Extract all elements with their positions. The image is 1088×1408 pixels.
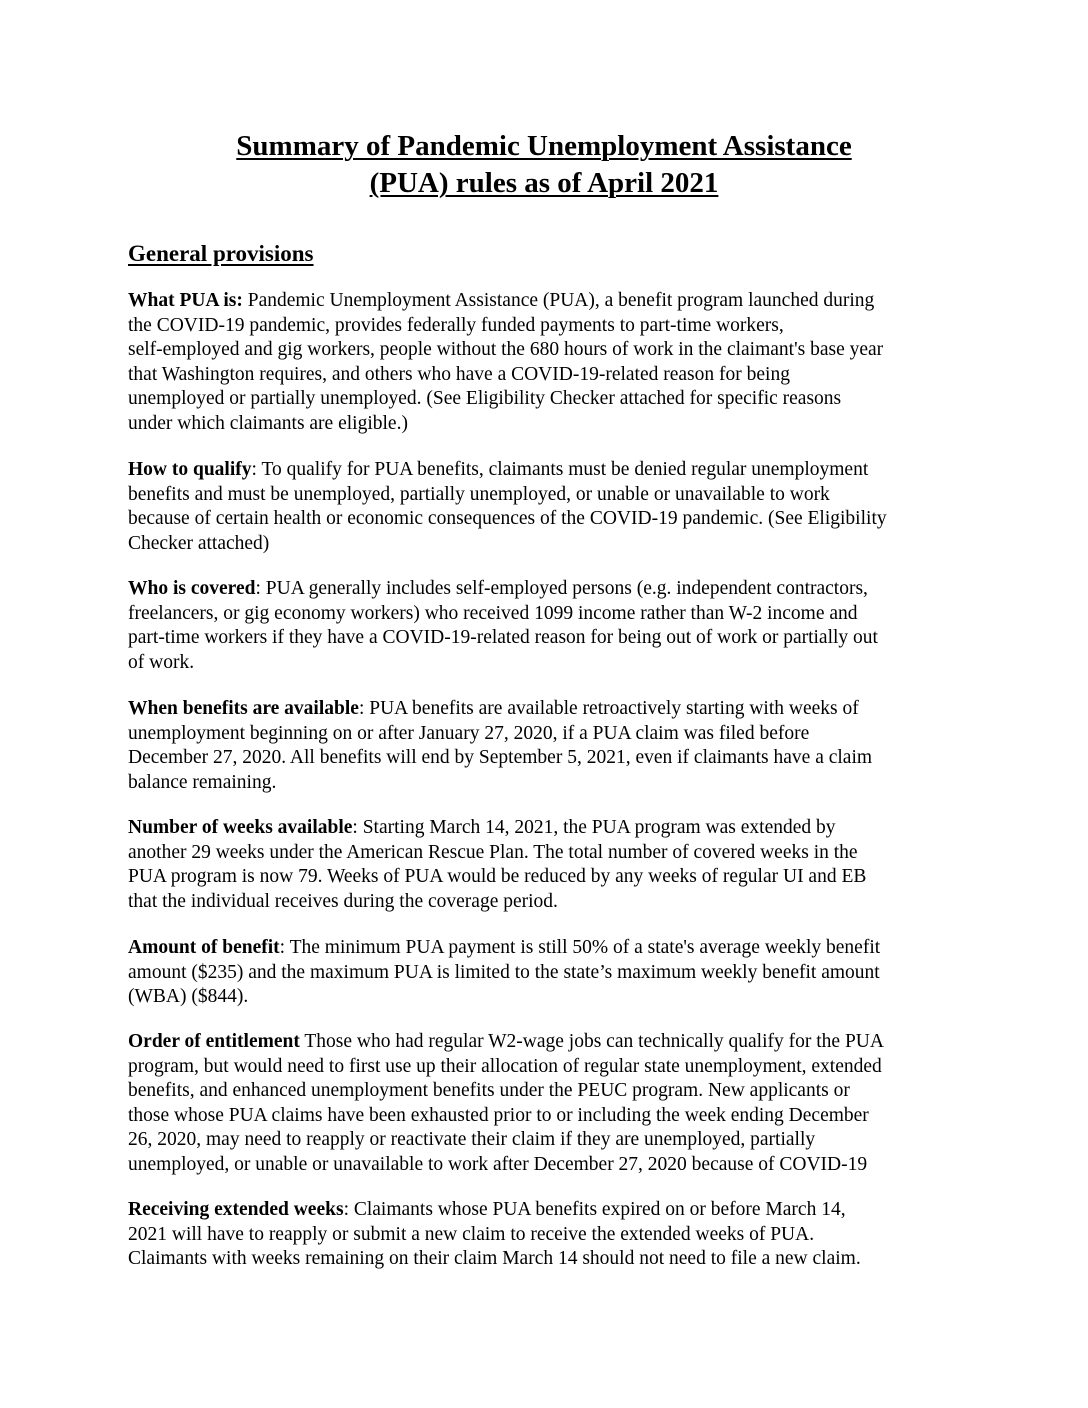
paragraph-line: unemployed or partially unemployed. (See Eligibility Checker attached for specific reasons (128, 388, 842, 409)
paragraph-line: freelancers, or gig economy workers) who received 1099 income rather than W-2 income and (128, 602, 858, 624)
paragraph-amount-of-benefit (128, 936, 968, 1010)
paragraph-text: : The minimum PUA payment is still 50% of a state's average weekly benefit (279, 937, 881, 958)
paragraph-label: Receiving extended weeks (128, 1199, 344, 1220)
paragraph-line: Claimants with weeks remaining on their claim March 14 should not need to file a new claim. (128, 1248, 861, 1269)
paragraph-label: Amount of benefit (128, 937, 280, 958)
paragraph-line (128, 816, 968, 841)
paragraph-line: those whose PUA claims have been exhausted prior to or including the week ending December (128, 1104, 869, 1126)
paragraph-label: How to qualify (128, 459, 252, 480)
paragraph-line (128, 577, 968, 602)
paragraph-label: Number of weeks available (128, 817, 353, 838)
section-heading: General provisions (128, 241, 314, 266)
paragraph-line: under which claimants are eligible.) (128, 412, 408, 434)
paragraph-line: unemployment beginning on or after January 27, 2020, if a PUA claim was filed before (128, 722, 810, 744)
paragraph-label: What PUA is: (128, 290, 243, 311)
paragraph-line: unemployed, or unable or unavailable to work after December 27, 2020 because of COVID-19 (128, 1153, 868, 1175)
title-line-1: Summary of Pandemic Unemployment Assistance (236, 130, 852, 162)
paragraph-text: Those who had regular W2-wage jobs can technically qualify for the PUA (299, 1031, 884, 1052)
paragraph-line: Checker attached) (128, 532, 270, 554)
title-line-2: (PUA) rules as of April 2021 (369, 167, 719, 199)
paragraph-text: Pandemic Unemployment Assistance (PUA), a benefit program launched during (242, 290, 875, 311)
paragraph-who-is-covered (128, 577, 968, 675)
paragraph-text: : Claimants whose PUA benefits expired on or before March 14, (343, 1199, 846, 1220)
paragraph-line: program, but would need to first use up their allocation of regular state unemployment, extended (128, 1055, 882, 1077)
paragraph-line (128, 289, 968, 314)
paragraph-line: 2021 will have to reapply or submit a new claim to receive the extended weeks of PUA. (128, 1223, 815, 1245)
paragraph-line: part-time workers if they have a COVID-19-related reason for being out of work or partially out (128, 627, 878, 648)
paragraph-text: : Starting March 14, 2021, the PUA program was extended by (352, 817, 836, 838)
paragraph-line: balance remaining. (128, 771, 277, 793)
paragraph-what-pua-is (128, 289, 968, 436)
paragraph-when-benefits-available (128, 697, 968, 795)
paragraph-line: of work. (128, 651, 195, 673)
paragraph-line: benefits, and enhanced unemployment benefits under the PEUC program. New applicants or (128, 1080, 850, 1101)
paragraph-order-of-entitlement (128, 1030, 968, 1177)
paragraph-line: December 27, 2020. All benefits will end by September 5, 2021, even if claimants have a claim (128, 747, 873, 768)
paragraph-text: : To qualify for PUA benefits, claimants must be denied regular unemployment (251, 459, 869, 480)
paragraph-line (128, 1030, 968, 1055)
paragraph-line: because of certain health or economic consequences of the COVID-19 pandemic. (See Eligibility (128, 508, 887, 529)
document-title (0, 128, 1088, 202)
paragraph-line: (WBA) ($844). (128, 986, 249, 1007)
paragraph-line (128, 936, 968, 961)
paragraph-line: benefits and must be unemployed, partially unemployed, or unable or unavailable to work (128, 483, 830, 505)
paragraph-line: PUA program is now 79. Weeks of PUA would be reduced by any weeks of regular UI and EB (128, 866, 867, 887)
paragraph-line (128, 697, 968, 722)
paragraph-line (128, 458, 968, 483)
paragraph-line: 26, 2020, may need to reapply or reactivate their claim if they are unemployed, partially (128, 1129, 816, 1150)
paragraph-receiving-extended-weeks (128, 1198, 968, 1272)
paragraph-line: the COVID-19 pandemic, provides federally funded payments to part-time workers, (128, 314, 784, 336)
paragraph-text: : PUA benefits are available retroactively starting with weeks of (358, 698, 859, 719)
paragraph-line: that the individual receives during the coverage period. (128, 890, 558, 912)
paragraph-line (128, 1198, 968, 1223)
paragraph-line: another 29 weeks under the American Rescue Plan. The total number of covered weeks in the (128, 841, 858, 863)
paragraph-label: Who is covered (128, 578, 256, 599)
paragraph-line: self-employed and gig workers, people without the 680 hours of work in the claimant's base year (128, 339, 884, 360)
paragraph-label: When benefits are available (128, 698, 359, 719)
paragraph-line: that Washington requires, and others who have a COVID-19-related reason for being (128, 363, 790, 385)
paragraph-label: Order of entitlement (128, 1031, 300, 1052)
paragraph-number-of-weeks (128, 816, 968, 914)
paragraph-text: : PUA generally includes self-employed persons (e.g. independent contractors, (255, 578, 868, 599)
paragraph-line: amount ($235) and the maximum PUA is limited to the state’s maximum weekly benefit amount (128, 961, 880, 983)
paragraph-how-to-qualify (128, 458, 968, 556)
